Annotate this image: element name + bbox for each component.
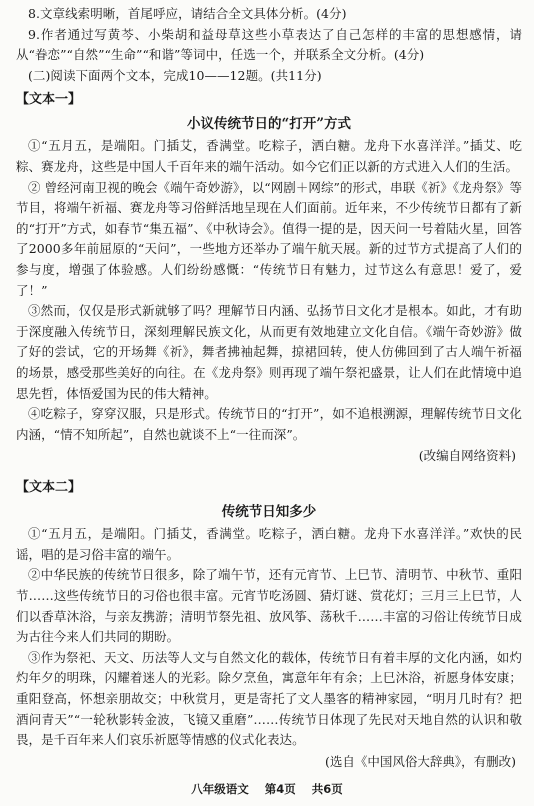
- text2-paragraph-1: ①“五月五，是端阳。门插艾，香满堂。吃粽子，洒白糖。龙舟下水喜洋洋。”欢快的民谣，唱的是习俗丰富的端午。: [16, 526, 522, 562]
- text1-paragraph-2: ② 曾经河南卫视的晚会《端午奇妙游》，以“网剧＋网综”的形式，串联《祈》《龙舟祭》等节目，将端午祈福、赛龙舟等习俗鲜活地呈现在人们面前。近年来，不少传统节日都有了新的“打开”方式，如春节“集五福”、《中秋诗会》。值得一提的是，因天问一号着陆火星，回答了2000多年前屈原的“天问”，一些地方还举办了端午航天展。新的过节方式提高了人们的参与度，增强了体验感。人们纷纷感慨：“传统节日有魅力，过节这么有意思！爱了，爱了！”: [16, 179, 522, 298]
- text1-title: 小议传统节日的“打开”方式: [186, 116, 352, 133]
- question-9: 9.作者通过写黄芩、小柴胡和益母草这些小草表达了自己怎样的丰富的思想感情，请从“眷恋”“自然”“生命”“和谐”等词中，任选一个，并联系全文分析。(4分): [16, 26, 522, 63]
- text2-title: 传统节日知多少: [221, 504, 317, 521]
- text2-header: 【文本二】: [16, 480, 82, 496]
- text1-header: 【文本一】: [16, 92, 82, 108]
- question-8: 8.文章线索明晰，首尾呼应，请结合全文具体分析。(4分): [28, 6, 347, 21]
- text1-paragraph-1: ①“五月五，是端阳。门插艾，香满堂。吃粽子，洒白糖。龙舟下水喜洋洋。”插艾、吃粽、赛龙舟，这些是中国人千百年来的端午活动。如今它们正以新的方式进入人们的生活。: [16, 138, 522, 174]
- text2-paragraph-2: ②中华民族的传统节日很多，除了端午节，还有元宵节、上巳节、清明节、中秋节、重阳节……这些传统节日的习俗也很丰富。元宵节吃汤圆、猜灯谜、赏花灯；三月三上巳节，人们以香草沐浴，与亲友携游；清明节祭先祖、放风筝、荡秋千……丰富的习俗让传统节日成为古往今来人们共同的期盼。: [16, 567, 522, 645]
- footer-subject: 八年级语文: [191, 782, 249, 796]
- section-gap: [16, 466, 522, 474]
- text2-source: (选自《中国风俗大辞典》，有删改): [324, 753, 516, 769]
- text1-paragraph-3: ③然而，仅仅是形式新就够了吗？理解节日内涵、弘扬节日文化才是根本。如此，才有助于深度融入传统节日，深刻理解民族文化，从而更有效地建立文化自信。《端午奇妙游》做了好的尝试，它的开场舞《祈》，舞者拂袖起舞，掠裙回转，使人仿佛回到了古人端午祈福的场景，感受那些美好的向往。在《龙舟祭》则再现了端午祭祀盛景，让人们在此情境中追思先哲，体悟爱国为民的伟大精神。: [16, 303, 522, 401]
- page-footer: [0, 781, 534, 797]
- text1-source: (改编自网络资料): [418, 448, 516, 464]
- text2-paragraph-3: ③作为祭祀、天文、历法等人文与自然文化的载体，传统节日有着丰厚的文化内涵，如灼灼年夕的明珠，闪耀着迷人的光彩。除夕烹鱼，寓意年年有余；上巳沐浴，祈愿身体安康；重阳登高，怀想亲朋故交；中秋赏月，更是寄托了文人墨客的精神家园，“明月几时有？把酒问青天”“一轮秋影转金波，飞镜又重磨”……传统节日体现了先民对天地自然的认识和敬畏，是千百年来人们哀乐祈愿等情感的仪式化表达。: [16, 649, 522, 748]
- page-content: [16, 4, 522, 772]
- footer-total-pages: 共6页: [311, 782, 343, 796]
- text1-paragraph-4: ④吃粽子，穿穿汉服，只是形式。传统节日的“打开”，如不追根溯源，理解传统节日文化内涵，“情不知所起”，自然也就谈不上“一往而深”。: [16, 406, 522, 442]
- footer-page-number: 第4页: [264, 782, 296, 796]
- section-intro: (二)阅读下面两个文本，完成10——12题。(共11分): [28, 67, 322, 83]
